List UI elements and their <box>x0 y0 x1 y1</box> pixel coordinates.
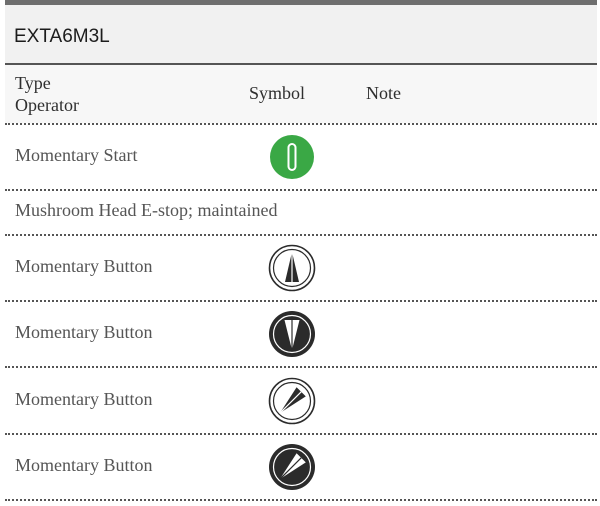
table-row-operator: Momentary Button <box>15 455 153 475</box>
row-divider <box>5 189 597 191</box>
header-symbol: Symbol <box>249 83 306 103</box>
table-row-operator: Momentary Start <box>15 145 138 165</box>
table-row-operator: Momentary Button <box>15 322 153 342</box>
row-divider <box>5 300 597 302</box>
table-row-operator: Momentary Button <box>15 389 153 409</box>
title-band <box>5 5 597 63</box>
arrow-down-filled-icon <box>268 310 316 363</box>
green-start-icon <box>269 134 315 185</box>
table-row-operator: Momentary Button <box>15 256 153 276</box>
arrow-up-outline-icon <box>268 244 316 297</box>
row-divider <box>5 499 597 501</box>
row-divider <box>5 366 597 368</box>
header-type <box>15 72 79 116</box>
header-divider <box>5 123 597 125</box>
header-type-line1: Type <box>15 73 51 93</box>
header-row <box>5 65 597 123</box>
table-title: EXTA6M3L <box>14 26 110 47</box>
header-type-line2: Operator <box>15 95 79 115</box>
row-divider <box>5 234 597 236</box>
table-row-operator: Mushroom Head E-stop; maintained <box>15 200 278 220</box>
header-note: Note <box>366 83 401 103</box>
row-divider <box>5 433 597 435</box>
arrow-up-right-filled-icon <box>268 443 316 496</box>
arrow-down-left-outline-icon <box>268 377 316 430</box>
